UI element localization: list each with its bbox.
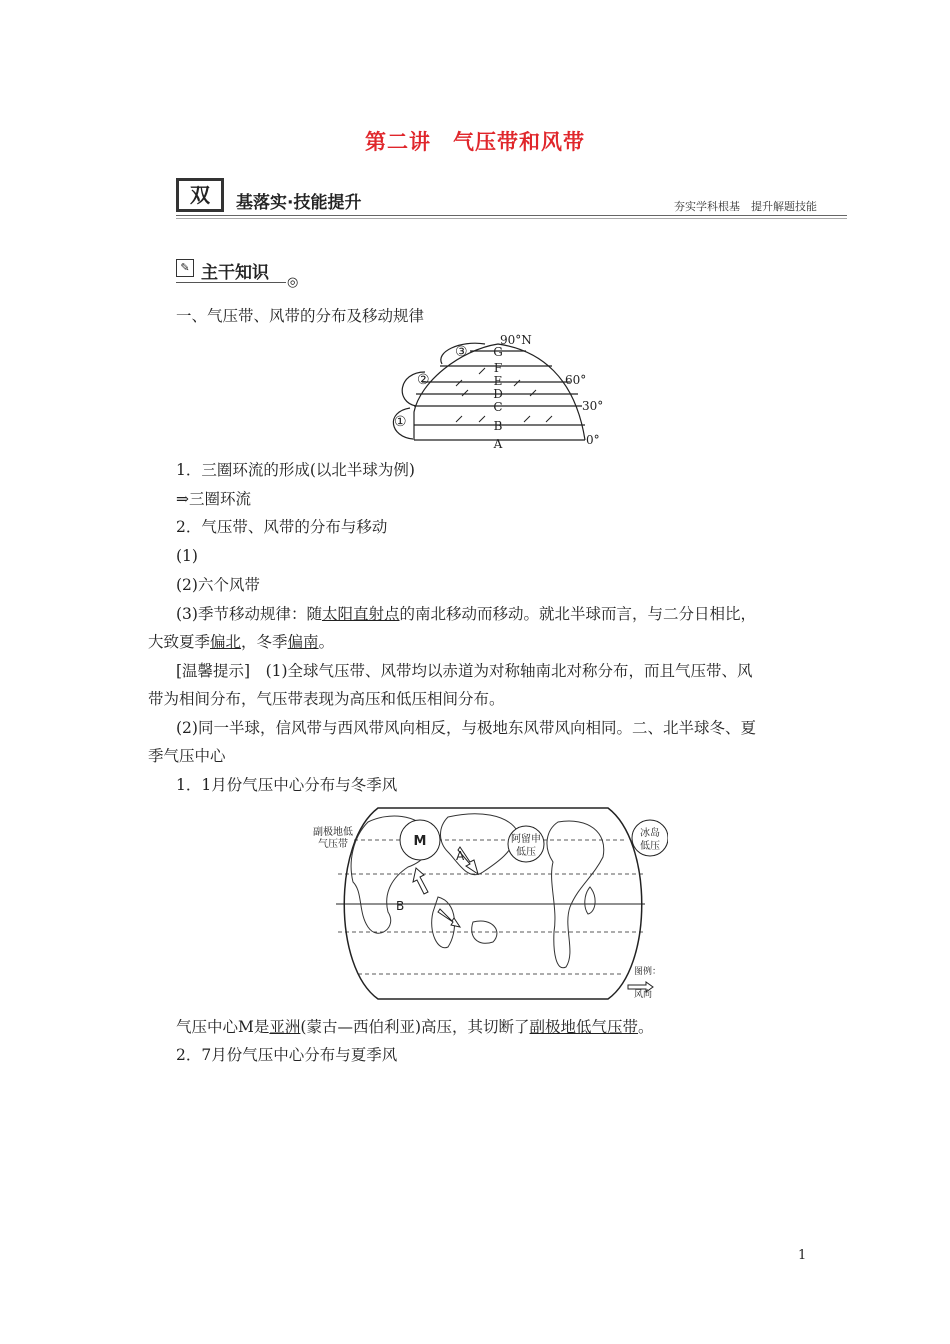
label-subpolar-low-1: 副极地低 xyxy=(313,827,353,838)
underline-term: 亚洲 xyxy=(269,1018,301,1036)
text: 气压中心M是 xyxy=(176,1018,270,1036)
page-title: 第二讲 气压带和风带 xyxy=(365,130,585,154)
tip-line-1: [温馨提示] (1)全球气压带、风带均以赤道为对称轴南北对称分布，而且气压带、风 xyxy=(176,662,753,680)
label-A: A xyxy=(456,849,465,863)
legend-label: 风向 xyxy=(633,990,652,1000)
letter-A: A xyxy=(493,437,503,450)
text: ，冬季 xyxy=(241,633,288,651)
label-iceland-2: 低压 xyxy=(640,841,660,852)
item-2-3 xyxy=(176,603,756,625)
letter-C: C xyxy=(493,400,503,414)
underline-term: 偏北 xyxy=(210,633,242,651)
cell-2: ② xyxy=(417,372,430,388)
text: (蒙古—西伯利亚)高压，其切断了 xyxy=(300,1018,530,1036)
letter-B: B xyxy=(493,419,503,433)
pen-icon: ✎ xyxy=(176,259,194,277)
lat-0: 0° xyxy=(586,433,600,447)
cell-3: ③ xyxy=(455,344,468,360)
banner-title: 基落实·技能提升 xyxy=(236,193,362,213)
underline-term: 太阳直射点 xyxy=(321,605,400,623)
underline-term: 偏南 xyxy=(287,633,319,651)
underline-term: 副极地低气压带 xyxy=(529,1018,639,1036)
banner-divider xyxy=(176,215,847,216)
circulation-diagram xyxy=(380,332,610,450)
letter-E: E xyxy=(493,374,503,388)
label-aleutian-1: 阿留申 xyxy=(511,834,541,845)
lat-30: 30° xyxy=(582,399,604,413)
heading-1: 一、气压带、风带的分布及移动规律 xyxy=(176,307,425,325)
label-aleutian-2: 低压 xyxy=(516,847,536,858)
item-jan: 1．1月份气压中心分布与冬季风 xyxy=(176,776,398,794)
item-2-1: (1) xyxy=(176,547,198,565)
label-B: B xyxy=(396,899,405,913)
item-1: 1．三圈环流的形成(以北半球为例) xyxy=(176,461,415,479)
label-iceland-1: 冰岛 xyxy=(640,828,660,839)
letter-F: F xyxy=(493,361,503,375)
label-subpolar-low-2: 气压带 xyxy=(318,839,348,850)
item-1-arrow: ⇒三圈环流 xyxy=(176,490,251,508)
item-2-3-cont xyxy=(148,631,334,653)
banner-badge: 双 xyxy=(176,178,224,212)
january-pressure-map xyxy=(308,802,668,1007)
tip-line-3: (2)同一半球，信风带与西风带风向相反，与极地东风带风向相同。二、北半球冬、夏 xyxy=(176,719,756,737)
lat-90N: 90°N xyxy=(500,333,532,347)
item-jan-desc xyxy=(176,1016,654,1038)
item-jul: 2．7月份气压中心分布与夏季风 xyxy=(176,1046,398,1064)
text: 。 xyxy=(318,633,335,651)
tip-line-2: 带为相间分布，气压带表现为高压和低压相间分布。 xyxy=(148,690,505,708)
ring-icon: ◎ xyxy=(287,275,299,290)
page-number: 1 xyxy=(798,1248,807,1263)
item-2-2: (2)六个风带 xyxy=(176,576,260,594)
banner-subtitle: 夯实学科根基 提升解题技能 xyxy=(674,200,817,213)
letter-D: D xyxy=(493,387,503,401)
lat-60: 60° xyxy=(565,373,587,387)
text: 。 xyxy=(638,1018,654,1036)
heading-2: 季气压中心 xyxy=(148,747,226,765)
label-M: M xyxy=(413,834,427,849)
section-underline xyxy=(176,282,286,283)
text: (3)季节移动规律：随 xyxy=(176,605,322,623)
item-2: 2．气压带、风带的分布与移动 xyxy=(176,518,388,536)
banner-divider-thin xyxy=(176,218,847,219)
letter-G: G xyxy=(493,345,503,359)
legend-title: 图例： xyxy=(634,967,662,977)
text: 的南北移动而移动。就北半球而言，与二分日相比， xyxy=(399,605,756,623)
text: 大致夏季 xyxy=(148,633,211,651)
section-title: 主干知识 xyxy=(201,263,269,283)
cell-1: ① xyxy=(394,414,407,430)
